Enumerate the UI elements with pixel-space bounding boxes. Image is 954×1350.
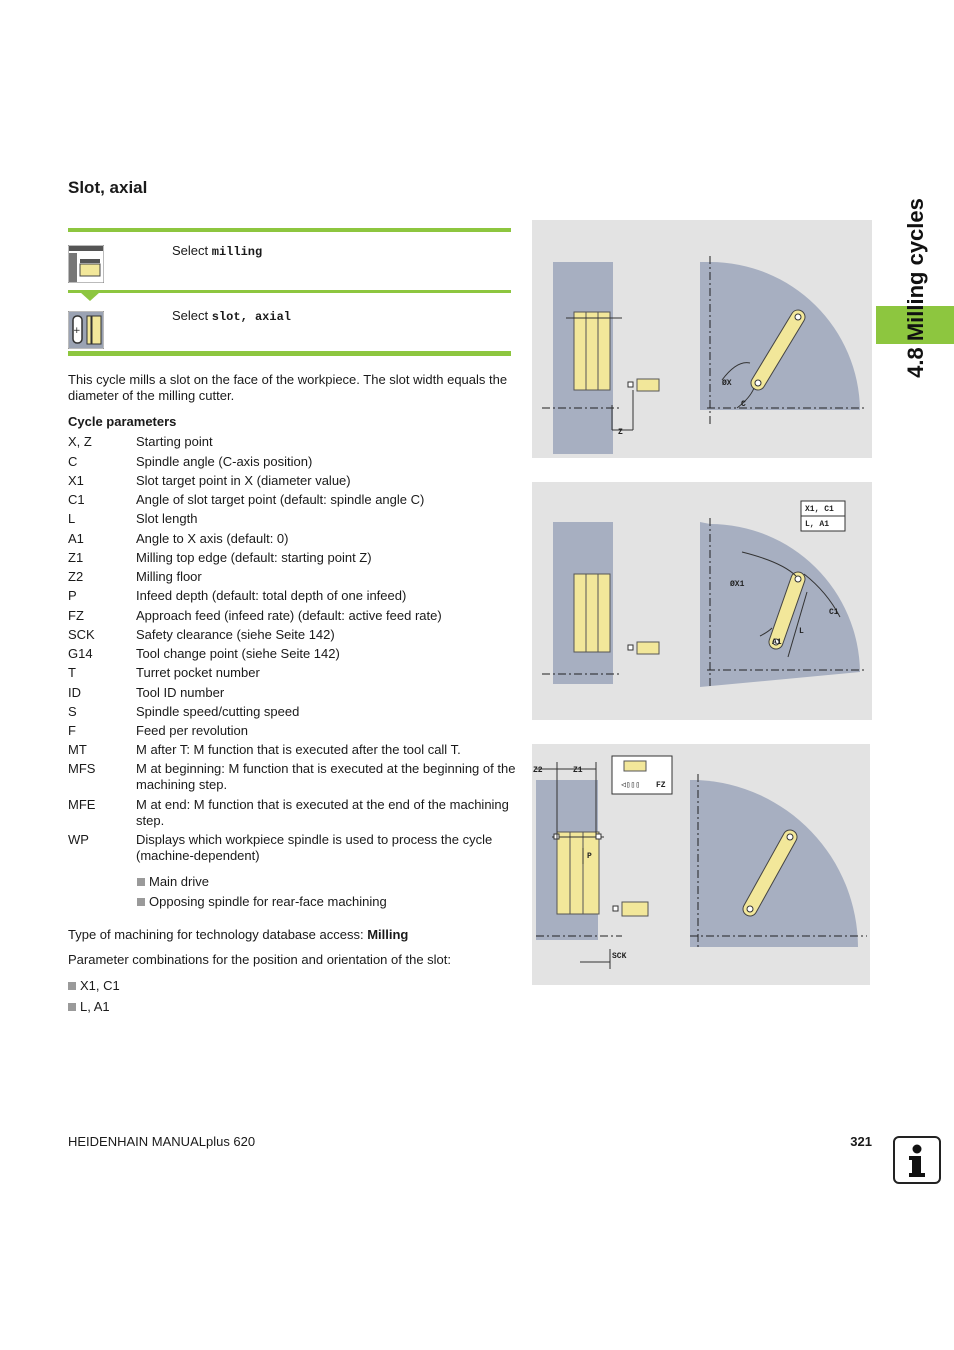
fig2-l-label: L — [799, 627, 804, 636]
section-title: Slot, axial — [68, 178, 148, 197]
fig1-x-label: ØX — [722, 379, 732, 388]
param-code: Z2 — [68, 569, 84, 584]
bullet-square-icon — [137, 878, 145, 886]
param-desc: Angle of slot target point (default: spindle angle C) — [136, 492, 425, 507]
chapter-tab[interactable] — [898, 168, 934, 408]
param-code: MT — [68, 742, 87, 757]
param-desc: Slot length — [136, 511, 198, 526]
bullet-square-icon — [68, 1003, 76, 1011]
step-2-text — [172, 308, 291, 324]
param-code: FZ — [68, 608, 84, 623]
cycle-parameters-heading: Cycle parameters — [68, 414, 177, 429]
page-number: 321 — [850, 1134, 872, 1149]
fig3-fz-label: FZ — [656, 781, 666, 790]
footer-manual-title: HEIDENHAIN MANUALplus 620 — [68, 1134, 256, 1149]
combination-item — [68, 999, 110, 1014]
wp-option-label: Opposing spindle for rear-face machining — [149, 894, 387, 909]
combination-item — [68, 978, 120, 993]
param-code: WP — [68, 832, 89, 847]
fig3-feed-glyph: ◁▯▯▯ — [621, 781, 641, 790]
param-desc: Infeed depth (default: total depth of one infeed) — [136, 588, 407, 603]
param-desc: Slot target point in X (diameter value) — [136, 473, 351, 488]
info-icon[interactable] — [893, 1136, 941, 1184]
fig2-box-x1-c1: X1, C1 — [805, 505, 834, 514]
param-code: MFE — [68, 797, 96, 812]
param-desc: Spindle angle (C-axis position) — [136, 454, 313, 469]
fig2-c1-label: C1 — [829, 608, 839, 617]
bullet-square-icon — [137, 898, 145, 906]
fig3-sck-label: SCK — [612, 952, 627, 961]
param-code: F — [68, 723, 76, 738]
step-arrow-icon — [80, 292, 100, 301]
chapter-tab-label: 4.8 Milling cycles — [903, 198, 928, 378]
fig3-z2-label: Z2 — [533, 766, 543, 775]
param-desc: Milling top edge (default: starting point Z) — [136, 550, 372, 565]
param-code: C — [68, 454, 78, 469]
step-1-prefix: Select — [172, 243, 209, 258]
param-desc: Feed per revolution — [136, 723, 249, 738]
wp-option-item — [137, 894, 387, 909]
param-desc: Safety clearance (siehe Seite 142) — [136, 627, 335, 642]
combination-label: X1, C1 — [80, 978, 120, 993]
machining-type-line — [68, 927, 408, 942]
step-1-text — [172, 243, 262, 259]
param-code: SCK — [68, 627, 95, 642]
param-desc: Angle to X axis (default: 0) — [136, 531, 289, 546]
figure-2-slot-combinations — [532, 482, 872, 720]
step-1-code: milling — [211, 245, 263, 259]
intro-paragraph: This cycle mills a slot on the face of the workpiece. The slot width equals the diameter of the milling cutter. — [68, 372, 508, 403]
combination-label: L, A1 — [80, 999, 110, 1014]
param-code: X, Z — [68, 434, 92, 449]
machining-type-prefix: Type of machining for technology database access: — [68, 927, 364, 942]
param-desc: Tool ID number — [136, 685, 225, 700]
svg-text:+: + — [73, 326, 81, 336]
param-code: Z1 — [68, 550, 84, 565]
fig2-box-l-a1: L, A1 — [805, 520, 830, 529]
step-2-code: slot, axial — [211, 310, 291, 324]
param-code: G14 — [68, 646, 93, 661]
step-2-prefix: Select — [172, 308, 209, 323]
slot-axial-softkey-icon[interactable] — [68, 311, 104, 349]
param-code: C1 — [68, 492, 85, 507]
param-code: A1 — [68, 531, 84, 546]
fig3-z1-label: Z1 — [573, 766, 583, 775]
fig2-x1-label: ØX1 — [730, 580, 745, 589]
param-desc: M at beginning: M function that is executed at the beginning of the machining step. — [136, 761, 516, 792]
param-desc: Starting point — [136, 434, 213, 449]
param-code: L — [68, 511, 76, 526]
step-divider-bottom — [68, 351, 511, 356]
wp-option-label: Main drive — [149, 874, 209, 889]
param-code: T — [68, 665, 76, 680]
param-desc: M after T: M function that is executed after the tool call T. — [136, 742, 461, 757]
step-divider-top — [68, 228, 511, 232]
combinations-text: Parameter combinations for the position and orientation of the slot: — [68, 952, 451, 967]
param-code: X1 — [68, 473, 84, 488]
param-code: P — [68, 588, 77, 603]
figure-3-depth-parameters — [532, 744, 870, 985]
param-code: MFS — [68, 761, 96, 776]
fig1-z-label: Z — [618, 428, 623, 437]
step-divider-mid — [68, 290, 511, 293]
param-desc: Milling floor — [136, 569, 202, 584]
param-desc: Turret pocket number — [136, 665, 260, 680]
figure-1-slot-geometry — [532, 220, 872, 458]
param-desc: Displays which workpiece spindle is used to process the cycle (machine-dependent) — [136, 832, 493, 863]
param-desc: Spindle speed/cutting speed — [136, 704, 300, 719]
milling-softkey-icon[interactable] — [68, 245, 104, 283]
param-desc: M at end: M function that is executed at the end of the machining step. — [136, 797, 509, 828]
fig3-p-label: P — [587, 852, 592, 861]
param-code: S — [68, 704, 77, 719]
param-code: ID — [68, 685, 81, 700]
param-desc: Approach feed (infeed rate) (default: active feed rate) — [136, 608, 442, 623]
wp-option-item — [137, 874, 209, 889]
param-desc: Tool change point (siehe Seite 142) — [136, 646, 340, 661]
machining-type-value: Milling — [367, 927, 409, 942]
bullet-square-icon — [68, 982, 76, 990]
fig2-a1-label: A1 — [772, 638, 782, 647]
fig1-c-label: C — [741, 400, 746, 409]
